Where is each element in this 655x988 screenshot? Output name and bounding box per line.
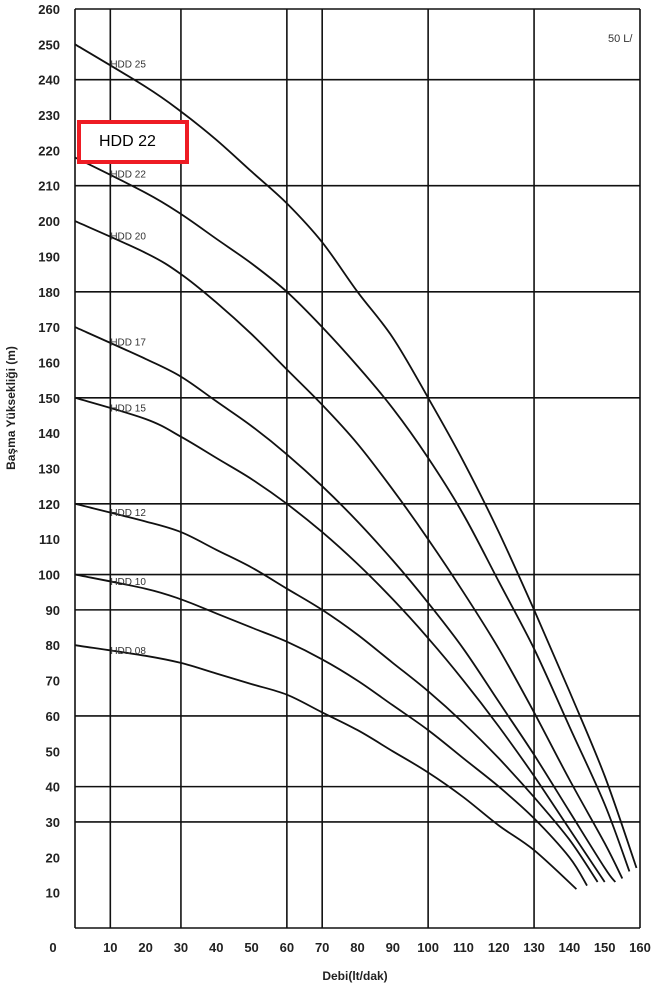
pump-curves [75, 44, 637, 889]
y-tick-label: 210 [38, 178, 60, 194]
y-tick-label: 180 [38, 284, 60, 300]
y-tick-label: 100 [38, 567, 60, 583]
curve-label: HDD 15 [110, 403, 146, 415]
curve-hdd-12 [75, 504, 598, 882]
highlight-box [77, 120, 189, 164]
curve-label: HDD 20 [110, 231, 146, 243]
x-tick-label: 110 [452, 940, 474, 955]
x-axis-ticks [49, 940, 650, 955]
curve-label: HDD 25 [110, 59, 146, 71]
y-tick-label: 120 [38, 496, 60, 512]
y-tick-label: 70 [45, 673, 60, 689]
y-tick-label: 130 [38, 461, 60, 477]
corner-label: 50 L/ [608, 33, 633, 45]
x-tick-label: 160 [629, 940, 651, 955]
y-tick-label: 220 [38, 143, 60, 159]
x-axis-title: Debi(lt/dak) [322, 969, 388, 983]
x-tick-label: 60 [279, 940, 295, 955]
x-tick-label: 80 [350, 940, 365, 955]
y-tick-label: 90 [45, 602, 60, 618]
y-tick-label: 190 [38, 249, 60, 265]
y-tick-label: 30 [45, 814, 60, 830]
highlight-label: HDD 22 [99, 133, 156, 150]
x-tick-label: 90 [385, 940, 401, 955]
x-tick-label: 130 [523, 940, 545, 955]
y-axis-title: Başma Yüksekliği (m) [4, 346, 18, 470]
y-tick-label: 40 [45, 779, 60, 795]
x-tick-label: 20 [138, 940, 153, 955]
y-tick-label: 240 [38, 72, 60, 88]
y-tick-label: 50 [45, 744, 60, 760]
y-tick-label: 250 [38, 37, 60, 53]
y-tick-label: 10 [45, 885, 60, 901]
y-tick-label: 260 [38, 2, 60, 17]
x-tick-label: 0 [49, 940, 57, 955]
y-tick-label: 200 [38, 214, 60, 230]
curve-label: HDD 08 [110, 646, 146, 658]
y-tick-label: 150 [38, 390, 60, 406]
curve-label: HDD 22 [110, 169, 146, 181]
y-tick-label: 140 [38, 426, 60, 442]
curve-label: HDD 10 [110, 576, 146, 588]
x-tick-label: 150 [593, 940, 616, 955]
x-tick-label: 40 [209, 940, 224, 955]
y-tick-label: 20 [45, 850, 60, 866]
curve-hdd-22 [75, 158, 629, 872]
curve-hdd-25 [75, 44, 637, 868]
y-tick-label: 80 [45, 638, 60, 654]
curve-hdd-10 [75, 575, 587, 886]
x-tick-label: 120 [487, 940, 510, 955]
y-tick-label: 170 [38, 320, 60, 336]
y-tick-label: 160 [38, 355, 60, 371]
curve-label: HDD 17 [110, 337, 146, 349]
x-tick-label: 70 [314, 940, 330, 955]
y-axis-ticks [38, 2, 60, 901]
x-tick-label: 100 [417, 940, 439, 955]
x-tick-label: 140 [558, 940, 581, 955]
curve-hdd-20 [75, 221, 622, 878]
curve-hdd-08 [75, 645, 576, 889]
y-tick-label: 60 [45, 708, 60, 724]
x-tick-label: 50 [244, 940, 259, 955]
y-tick-label: 230 [38, 108, 60, 124]
y-tick-label: 110 [39, 532, 60, 548]
curve-label: HDD 12 [110, 507, 146, 519]
x-tick-label: 30 [173, 940, 189, 955]
x-tick-label: 10 [103, 940, 118, 955]
